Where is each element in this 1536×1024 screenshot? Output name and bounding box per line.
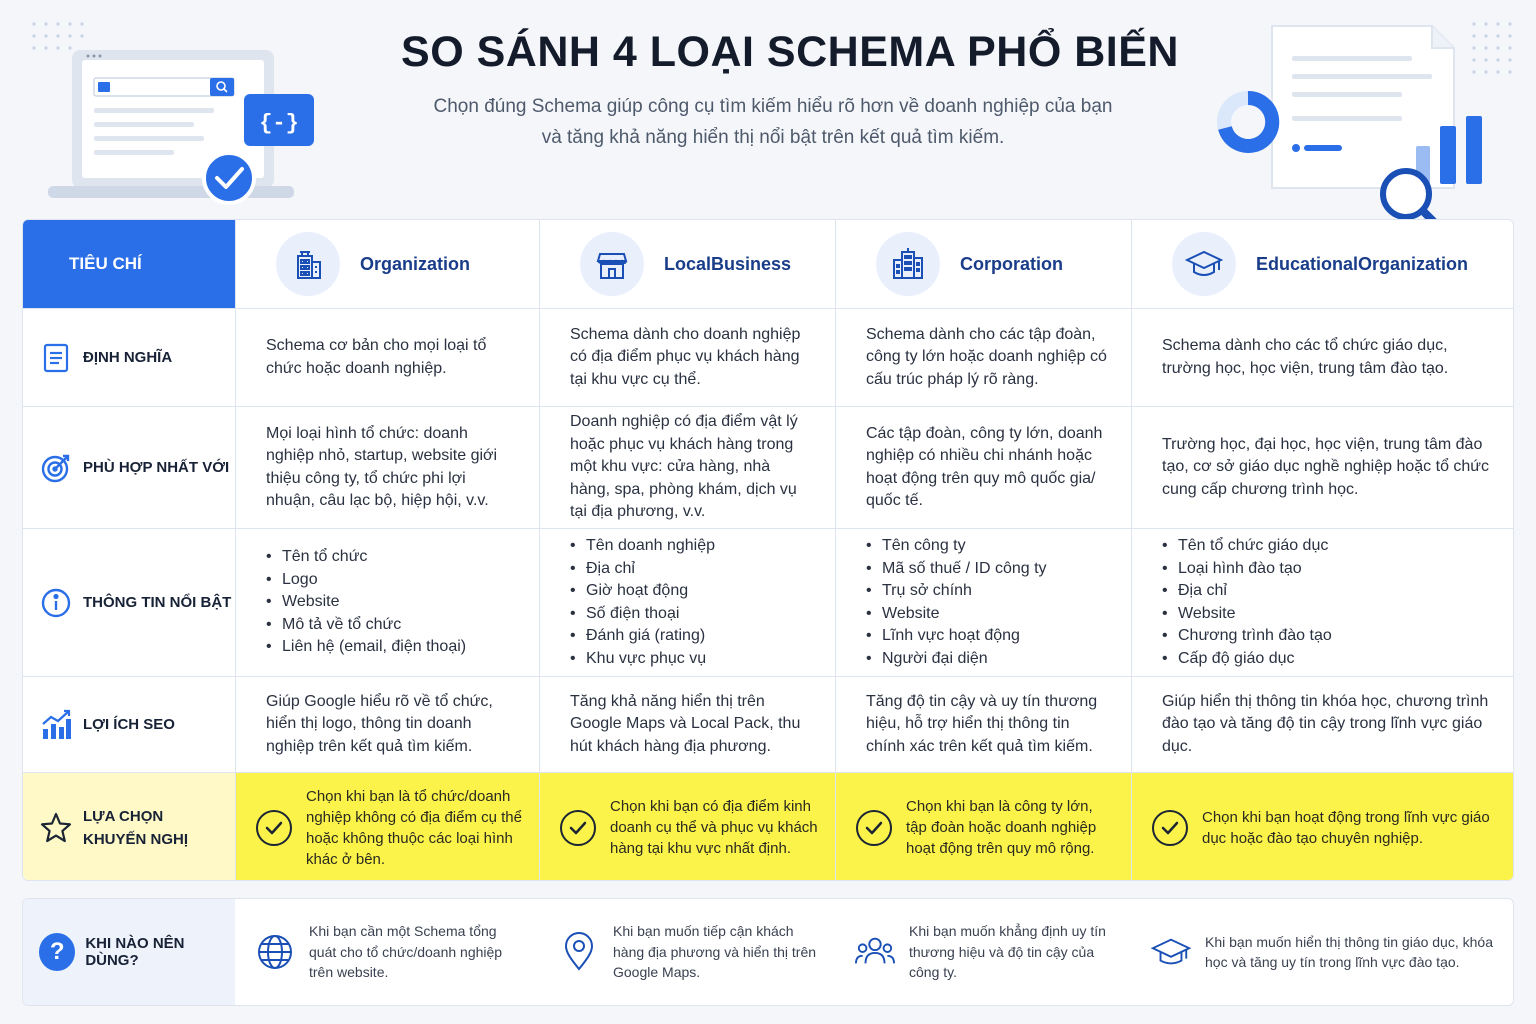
- list-item: • Liên hệ (email, điện thoại): [266, 636, 466, 659]
- column-header-corporation: [835, 220, 1131, 308]
- bar-chart-icon: [39, 708, 73, 742]
- bullet-list: [866, 535, 1047, 670]
- list-item: • Chương trình đào tạo: [1162, 625, 1332, 648]
- criteria-highlights: [23, 529, 235, 676]
- check-circle-icon: [560, 810, 596, 846]
- criteria-header: TIÊU CHÍ: [23, 220, 235, 308]
- analytics-illustration: [1212, 18, 1522, 238]
- highlights-educationalorganization: [1131, 529, 1514, 676]
- highlights-organization: [235, 529, 539, 676]
- list-item: • Tên doanh nghiệp: [570, 535, 715, 558]
- recommendation-row: [23, 772, 1514, 881]
- criteria-best-for: [23, 407, 235, 528]
- recommendation-text: Chọn khi bạn là công ty lớn, tập đoàn hoặc doanh nghiệp hoạt động trên quy mô rộng.: [906, 798, 1097, 857]
- list-item: • Tên tổ chức giáo dục: [1162, 535, 1332, 558]
- recommendation-text: Chọn khi bạn có địa điểm kinh doanh cụ thể và phục vụ khách hàng tại khu vực nhất định.: [610, 798, 818, 857]
- definition-localbusiness: Schema dành cho doanh nghiệp có địa điểm phục vụ khách hàng tại khu vực cụ thể.: [539, 309, 835, 406]
- criteria-seo: [23, 677, 235, 772]
- criteria-label: LỢI ÍCH SEO: [83, 716, 175, 733]
- people-icon: [855, 932, 895, 972]
- best-for-corporation: Các tập đoàn, công ty lớn, doanh nghiệp có nhiều chi nhánh hoặc hoạt động trên quy mô quốc gia/ quốc tế.: [835, 407, 1131, 528]
- page-title: SO SÁNH 4 LOẠI SCHEMA PHỔ BIẾN: [401, 28, 1179, 76]
- when-to-use-label-cell: [23, 899, 235, 1005]
- bullet-list: [266, 546, 466, 659]
- check-circle-icon: [256, 810, 292, 846]
- list-item: • Đánh giá (rating): [570, 625, 715, 648]
- list-item: • Website: [266, 591, 466, 614]
- list-item: • Trụ sở chính: [866, 580, 1047, 603]
- when-to-use-title: KHI NÀO NÊN DÙNG?: [85, 935, 185, 969]
- definition-organization: Schema cơ bản cho mọi loại tổ chức hoặc doanh nghiệp.: [235, 309, 539, 406]
- recommendation-localbusiness: [539, 773, 835, 881]
- subtitle-line-1: Chọn đúng Schema giúp công cụ tìm kiếm hiểu rõ hơn về doanh nghiệp của bạn: [433, 96, 1113, 117]
- question-icon: ?: [39, 933, 75, 971]
- seo-localbusiness: Tăng khả năng hiển thị trên Google Maps và Local Pack, thu hút khách hàng địa phương.: [539, 677, 835, 772]
- map-pin-icon: [559, 932, 599, 972]
- column-header-localbusiness: [539, 220, 835, 308]
- document-icon: [39, 341, 73, 375]
- list-item: • Loại hình đào tạo: [1162, 558, 1332, 581]
- seo-educationalorganization: Giúp hiển thị thông tin khóa học, chương trình đào tạo và tăng độ tin cậy trong lĩnh vực giáo dục.: [1131, 677, 1514, 772]
- when-to-use-text: Khi bạn cần một Schema tổng quát cho tổ chức/doanh nghiệp trên website.: [309, 923, 503, 981]
- list-item: • Mã số thuế / ID công ty: [866, 558, 1047, 581]
- bullet-list: [570, 535, 715, 670]
- recommendation-educationalorganization: [1131, 773, 1514, 881]
- list-item: • Tên công ty: [866, 535, 1047, 558]
- list-item: • Website: [866, 603, 1047, 626]
- recommendation-text: Chọn khi bạn là tổ chức/doanh nghiệp không có địa điểm cụ thể hoặc không thuộc các loại hình khác ở bên.: [306, 787, 522, 868]
- city-buildings-icon: [876, 232, 940, 296]
- highlights-localbusiness: [539, 529, 835, 676]
- column-label: LocalBusiness: [664, 253, 792, 274]
- best-for-educationalorganization: Trường học, đại học, học viện, trung tâm đào tạo, cơ sở giáo dục nghề nghiệp hoặc tổ chức cung cấp chương trình học.: [1131, 407, 1514, 528]
- table-header-row: [23, 220, 1514, 308]
- list-item: • Số điện thoại: [570, 603, 715, 626]
- list-item: • Khu vực phục vụ: [570, 648, 715, 671]
- criteria-label: ĐỊNH NGHĨA: [83, 349, 173, 366]
- recommendation-text: Chọn khi bạn hoạt động trong lĩnh vực giáo dục hoặc đào tạo chuyên nghiệp.: [1202, 808, 1490, 847]
- when-to-use-card: [22, 898, 1514, 1006]
- criteria-label-line-1: LỰA CHỌN: [83, 807, 164, 825]
- list-item: • Lĩnh vực hoạt động: [866, 625, 1047, 648]
- definition-corporation: Schema dành cho các tập đoàn, công ty lớn hoặc doanh nghiệp có cấu trúc pháp lý rõ ràng.: [835, 309, 1131, 406]
- building-icon: [276, 232, 340, 296]
- graduation-cap-icon: [1172, 232, 1236, 296]
- list-item: • Địa chỉ: [1162, 580, 1332, 603]
- when-to-use-localbusiness: [539, 899, 835, 1005]
- check-circle-icon: [1152, 810, 1188, 846]
- recommendation-organization: [235, 773, 539, 881]
- seo-organization: Giúp Google hiểu rõ về tổ chức, hiển thị logo, thông tin doanh nghiệp trên kết quả tìm kiếm.: [235, 677, 539, 772]
- column-label: Organization: [360, 253, 471, 274]
- storefront-icon: [580, 232, 644, 296]
- criteria-definition: [23, 309, 235, 406]
- list-item: • Giờ hoạt động: [570, 580, 715, 603]
- criteria-label: PHÙ HỢP NHẤT VỚI: [83, 459, 230, 476]
- column-header-educationalorganization: [1131, 220, 1514, 308]
- column-header-organization: [235, 220, 539, 308]
- star-icon: [39, 811, 73, 845]
- list-item: • Người đại diện: [866, 648, 1047, 671]
- seo-row: [23, 676, 1514, 772]
- criteria-label: THÔNG TIN NỔI BẬT: [83, 594, 232, 611]
- subtitle-line-2: và tăng khả năng hiển thị nổi bật trên kết quả tìm kiếm.: [541, 127, 1005, 148]
- highlights-corporation: [835, 529, 1131, 676]
- definition-row: [23, 308, 1514, 406]
- when-to-use-educationalorganization: [1131, 899, 1514, 1005]
- criteria-recommendation: [23, 773, 235, 881]
- target-icon: [39, 451, 73, 485]
- recommendation-corporation: [835, 773, 1131, 881]
- column-label: Corporation: [960, 253, 1063, 274]
- best-for-row: [23, 406, 1514, 528]
- list-item: • Địa chỉ: [570, 558, 715, 581]
- info-icon: [39, 586, 73, 620]
- when-to-use-corporation: [835, 899, 1131, 1005]
- bullet-list: [1162, 535, 1332, 670]
- best-for-organization: Mọi loại hình tổ chức: doanh nghiệp nhỏ, startup, website giới thiệu công ty, tổ chức phi lợi nhuận, câu lạc bộ, hiệp hội, v.v.: [235, 407, 539, 528]
- graduation-cap-icon: [1151, 932, 1191, 972]
- comparison-table: [22, 219, 1514, 881]
- definition-educationalorganization: Schema dành cho các tổ chức giáo dục, trường học, học viện, trung tâm đào tạo.: [1131, 309, 1514, 406]
- criteria-label: [83, 805, 188, 851]
- list-item: • Website: [1162, 603, 1332, 626]
- list-item: • Mô tả về tổ chức: [266, 614, 466, 637]
- code-badge: {-}: [259, 111, 299, 136]
- globe-icon: [255, 932, 295, 972]
- when-to-use-text: Khi bạn muốn tiếp cận khách hàng địa phương và hiển thị trên Google Maps.: [613, 923, 817, 981]
- when-to-use-organization: [235, 899, 539, 1005]
- when-to-use-text: Khi bạn muốn khẳng định uy tín thương hiệu và độ tin cậy của công ty.: [909, 923, 1106, 981]
- column-label: EducationalOrganization: [1256, 253, 1469, 274]
- list-item: • Cấp độ giáo dục: [1162, 648, 1332, 671]
- when-to-use-text: Khi bạn muốn hiển thị thông tin giáo dục, khóa học và tăng uy tín trong lĩnh vực đào tạo.: [1205, 933, 1493, 970]
- criteria-label-line-2: KHUYẾN NGHỊ: [83, 830, 189, 848]
- list-item: • Tên tổ chức: [266, 546, 466, 569]
- list-item: • Logo: [266, 569, 466, 592]
- best-for-localbusiness: Doanh nghiệp có địa điểm vật lý hoặc phục vụ khách hàng trong một khu vực: cửa hàng, nhà hàng, spa, phòng khám, dịch vụ tại địa phương, v.v.: [539, 407, 835, 528]
- check-circle-icon: [856, 810, 892, 846]
- highlights-row: [23, 528, 1514, 676]
- seo-corporation: Tăng độ tin cậy và uy tín thương hiệu, hỗ trợ hiển thị thông tin chính xác trên kết quả tìm kiếm.: [835, 677, 1131, 772]
